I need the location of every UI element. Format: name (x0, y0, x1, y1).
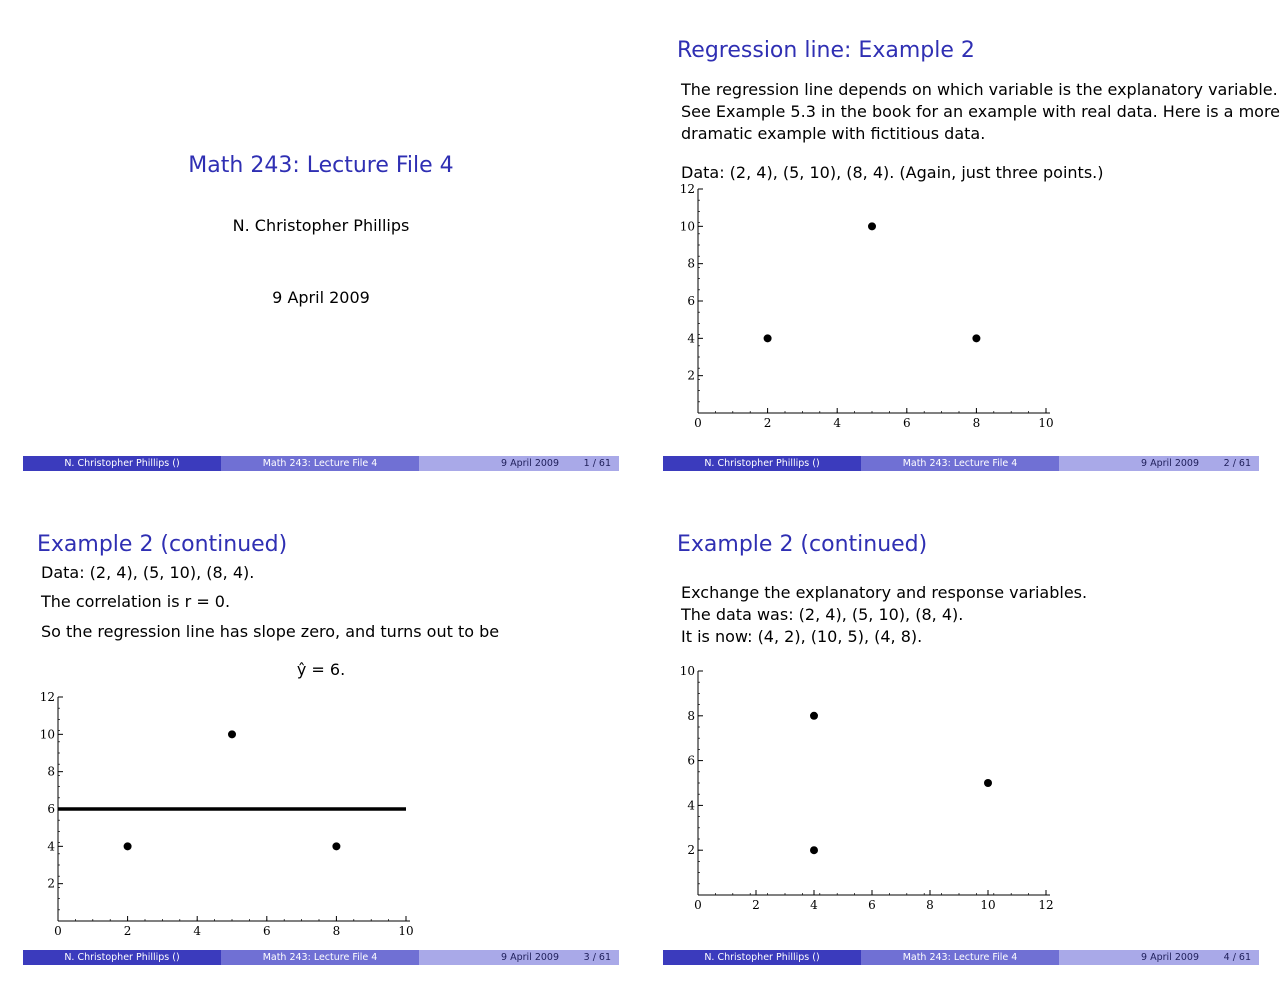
y-tick-label: 2 (687, 368, 695, 383)
y-tick-label: 2 (687, 843, 695, 858)
x-tick-label: 0 (694, 898, 702, 912)
footer-page: 4 / 61 (1223, 952, 1251, 963)
y-tick-label: 10 (39, 727, 55, 742)
slide-2 (663, 0, 1280, 472)
y-tick-label: 12 (679, 182, 695, 196)
slide-3-correlation-line: The correlation is r = 0. (41, 592, 231, 611)
slide-1 (23, 0, 619, 472)
footer-date-page (419, 950, 619, 965)
slide-4-line-2: The data was: (2, 4), (5, 10), (8, 4). (681, 605, 964, 624)
footer-page: 1 / 61 (583, 458, 611, 469)
y-tick-label: 6 (687, 294, 695, 308)
slide-1-title: Math 243: Lecture File 4 (188, 153, 454, 178)
footer-title: Math 243: Lecture File 4 (861, 950, 1059, 965)
scatter-plot-2 (23, 494, 619, 949)
x-tick-label: 2 (752, 898, 760, 912)
footer-date-page (1059, 950, 1259, 965)
slide-4-footer (663, 950, 1259, 965)
slide-1-author: N. Christopher Phillips (232, 216, 410, 235)
y-tick-label: 2 (47, 876, 55, 891)
footer-date-page (1059, 456, 1259, 471)
footer-date: 9 April 2009 (501, 952, 559, 963)
data-point (124, 842, 132, 850)
footer-title: Math 243: Lecture File 4 (861, 456, 1059, 471)
slide-2-footer (663, 456, 1259, 471)
x-tick-label: 12 (1038, 898, 1054, 912)
x-tick-label: 6 (868, 898, 876, 912)
slide-2-line-3: dramatic example with fictitious data. (681, 124, 986, 143)
y-tick-label: 8 (687, 708, 695, 723)
data-point (868, 222, 876, 230)
data-point (810, 712, 818, 720)
x-tick-label: 4 (810, 898, 818, 912)
slide-2-line-1: The regression line depends on which variable is the explanatory variable. (681, 80, 1278, 99)
x-tick-label: 0 (694, 416, 702, 430)
x-tick-label: 4 (193, 924, 202, 938)
x-tick-label: 10 (398, 924, 414, 938)
data-point (228, 730, 236, 738)
x-tick-label: 0 (54, 924, 62, 938)
slide-3-footer (23, 950, 619, 965)
slide-2-data-line: Data: (2, 4), (5, 10), (8, 4). (Again, just three points.) (681, 163, 1104, 182)
footer-author: N. Christopher Phillips () (23, 456, 221, 471)
footer-page: 2 / 61 (1223, 458, 1251, 469)
slide-4 (663, 494, 1259, 966)
y-tick-label: 4 (687, 331, 695, 346)
data-point (810, 846, 818, 854)
y-tick-label: 10 (679, 219, 695, 234)
scatter-plot-3 (663, 494, 1259, 924)
y-tick-label: 6 (687, 753, 695, 768)
slide-4-line-1: Exchange the explanatory and response variables. (681, 583, 1088, 602)
footer-page: 3 / 61 (583, 952, 611, 963)
y-tick-label: 8 (47, 764, 55, 779)
slide-3-data-line: Data: (2, 4), (5, 10), (8, 4). (41, 563, 255, 582)
x-tick-label: 8 (926, 898, 934, 912)
y-tick-label: 4 (47, 839, 55, 854)
footer-author: N. Christopher Phillips () (663, 950, 861, 965)
slide-4-line-3: It is now: (4, 2), (10, 5), (4, 8). (681, 627, 923, 646)
data-point (972, 334, 980, 342)
footer-date: 9 April 2009 (1141, 458, 1199, 469)
x-tick-label: 2 (763, 416, 772, 430)
x-tick-label: 2 (123, 924, 132, 938)
x-tick-label: 10 (1038, 416, 1054, 430)
x-tick-label: 4 (833, 416, 842, 430)
y-tick-label: 12 (39, 690, 55, 704)
slide-2-line-2: See Example 5.3 in the book for an example with real data. Here is a more (681, 102, 1280, 121)
slide-4-title: Example 2 (continued) (677, 532, 928, 557)
footer-title: Math 243: Lecture File 4 (221, 950, 419, 965)
slide-1-date: 9 April 2009 (272, 288, 370, 307)
slide-2-title: Regression line: Example 2 (677, 38, 975, 63)
footer-title: Math 243: Lecture File 4 (221, 456, 419, 471)
y-tick-label: 8 (687, 256, 695, 271)
slide-3-slope-line: So the regression line has slope zero, and turns out to be (41, 622, 500, 641)
x-tick-label: 6 (262, 924, 271, 938)
scatter-plot-1 (663, 0, 1259, 440)
slide-3 (23, 494, 619, 966)
x-tick-label: 8 (332, 924, 341, 938)
x-tick-label: 10 (980, 898, 996, 912)
data-point (984, 779, 992, 787)
x-tick-label: 8 (972, 416, 981, 430)
footer-date: 9 April 2009 (1141, 952, 1199, 963)
footer-date: 9 April 2009 (501, 458, 559, 469)
footer-author: N. Christopher Phillips () (663, 456, 861, 471)
footer-date-page (419, 456, 619, 471)
y-tick-label: 4 (687, 798, 695, 813)
slide-1-footer (23, 456, 619, 471)
slide-3-title: Example 2 (continued) (37, 532, 288, 557)
y-tick-label: 10 (679, 664, 695, 678)
x-tick-label: 6 (902, 416, 911, 430)
data-point (764, 334, 772, 342)
data-point (332, 842, 340, 850)
slide-3-equation: ŷ = 6. (296, 660, 346, 679)
footer-author: N. Christopher Phillips () (23, 950, 221, 965)
y-tick-label: 6 (47, 802, 55, 816)
